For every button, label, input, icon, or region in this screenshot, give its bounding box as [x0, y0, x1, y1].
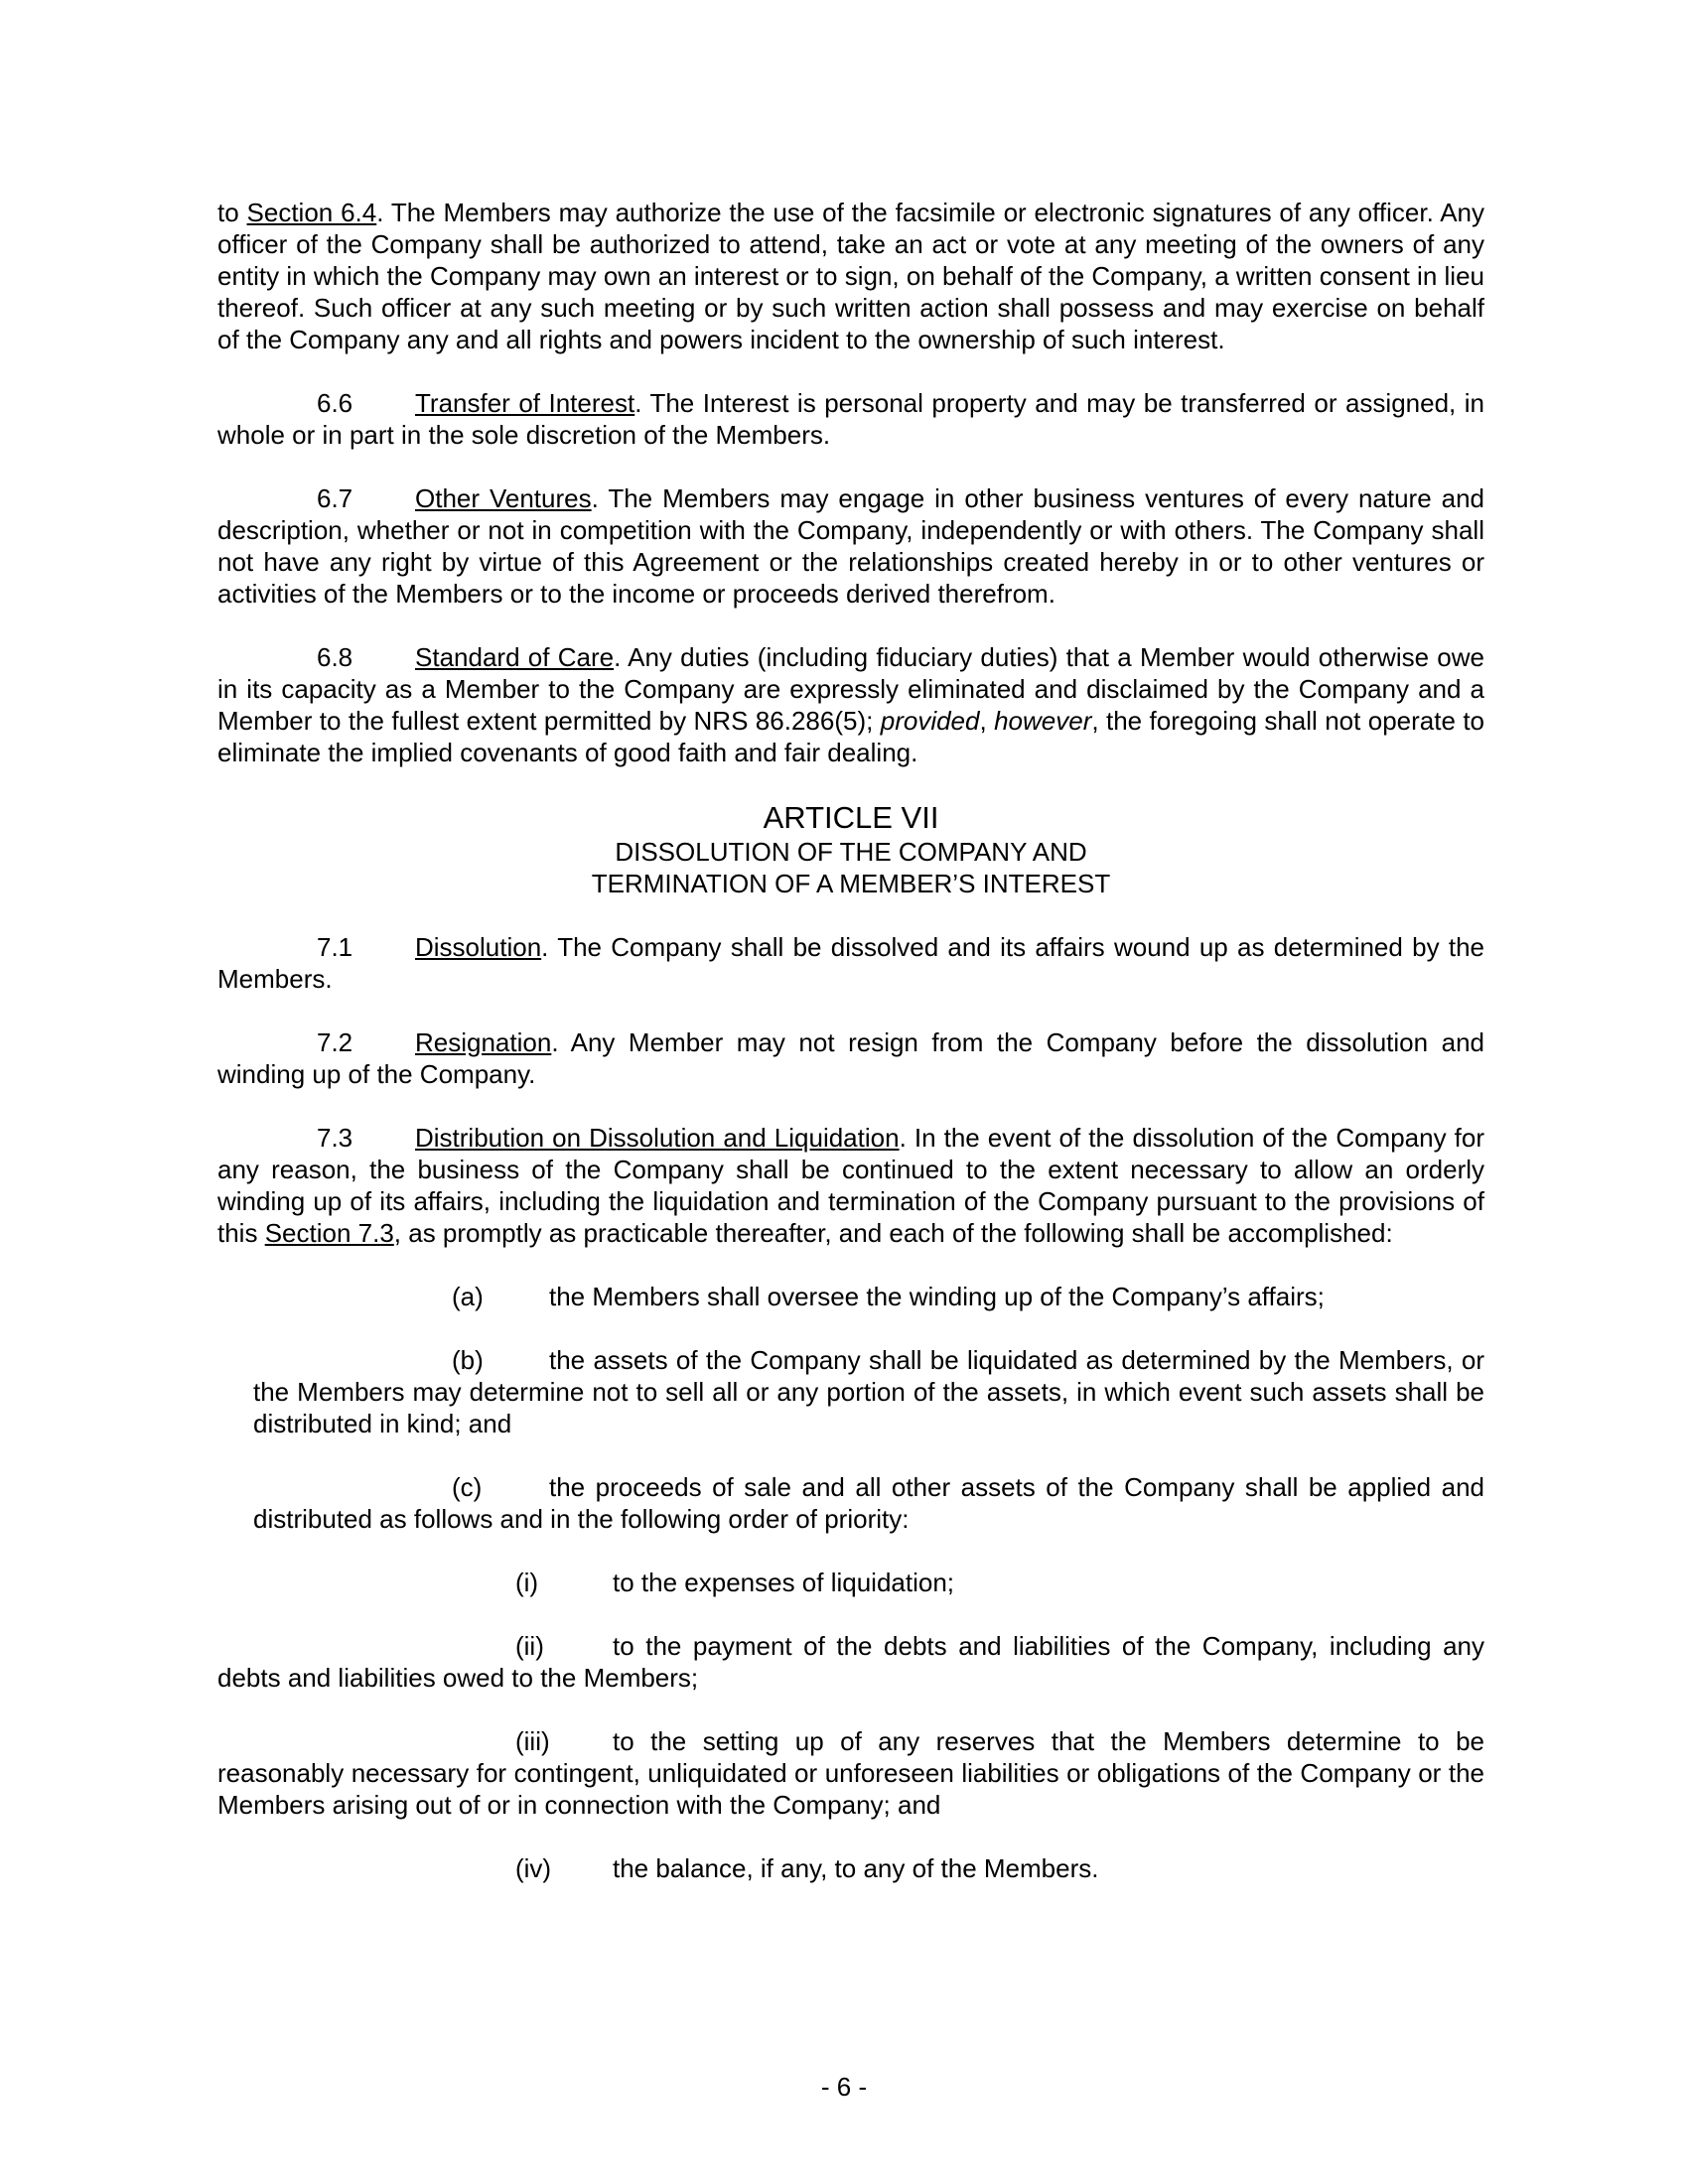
section-text: . The Company shall be dissolved and its affairs wound up as determined by the Members. — [217, 932, 1484, 994]
text: . The Members may authorize the use of the facsimile or electronic signatures of any officer. Any officer of the Company shall be authorized to attend, take an act or vote at any meeting of the owners of any entity in which the Company may own an interest or to sign, on behalf of the Company, a written consent in lieu thereof. Such officer at any such meeting or by such written action shall possess and may exercise on behalf of the Company any and all rights and powers incident to the ownership of such interest. — [217, 198, 1484, 354]
list-item-iii — [217, 1725, 1484, 1821]
italic-term: provided — [880, 706, 980, 736]
section-reference-link: Section 6.4 — [246, 198, 377, 227]
section-number: 7.2 — [317, 1027, 353, 1057]
page-number: - 6 - — [820, 2072, 868, 2102]
section-text: . The Interest is personal property and may be transferred or assigned, in whole or in part in the sole discretion of the Members. — [217, 388, 1484, 450]
list-item-label: (b) — [452, 1345, 484, 1375]
section-text: . Any duties (including fiduciary duties) that a Member would otherwise owe in its capacity as a Member to the Company are expressly eliminated and disclaimed by the Company and a Member to the fullest extent permitted by NRS 86.286(5); — [217, 642, 1484, 736]
list-item-i — [217, 1567, 1484, 1598]
list-item-label: (a) — [452, 1282, 484, 1311]
list-item-label: (c) — [452, 1472, 483, 1502]
article-subtitle-line-1: DISSOLUTION OF THE COMPANY AND — [615, 837, 1087, 867]
section-6-8 — [217, 641, 1484, 768]
list-item-text: to the setting up of any reserves that the Members determine to be reasonably necessary for contingent, unliquidated or unforeseen liabilities or obligations of the Company or the Members arising out of or in connection with the Company; and — [217, 1726, 1484, 1820]
list-item-label: (i) — [515, 1568, 539, 1597]
section-number: 7.1 — [317, 932, 353, 962]
list-item-iv — [217, 1852, 1484, 1884]
section-6-6 — [217, 387, 1484, 451]
section-number: 7.3 — [317, 1123, 353, 1153]
list-item-text: the proceeds of sale and all other assets of the Company shall be applied and distributed as follows and in the following order of priority: — [253, 1472, 1484, 1534]
section-text: , as promptly as practicable thereafter, and each of the following shall be accomplished: — [393, 1218, 1393, 1248]
section-number: 6.8 — [317, 642, 353, 672]
section-number: 6.7 — [317, 483, 353, 513]
list-item-text: to the expenses of liquidation; — [613, 1568, 955, 1597]
section-title: Standard of Care — [415, 642, 615, 672]
list-item-label: (iii) — [515, 1726, 550, 1756]
list-item-c — [253, 1471, 1484, 1535]
section-text: , — [979, 706, 995, 736]
article-heading — [217, 800, 1484, 899]
section-reference-link: Section 7.3 — [264, 1218, 394, 1248]
section-text: . The Members may engage in other business ventures of every nature and description, whether or not in competition with the Company, independently or with others. The Company shall not have any right by virtue of this Agreement or the relationships created hereby in or to other ventures or activities of the Members or to the income or proceeds derived therefrom. — [217, 483, 1484, 609]
section-title: Distribution on Dissolution and Liquidation — [415, 1123, 900, 1153]
article-subtitle-line-2: TERMINATION OF A MEMBER’S INTEREST — [591, 869, 1111, 898]
list-item-text: the balance, if any, to any of the Members. — [613, 1853, 1099, 1883]
section-text: , the foregoing shall not operate to eliminate the implied covenants of good faith and fair dealing. — [217, 706, 1485, 767]
text: to — [217, 198, 247, 227]
list-item-text: to the payment of the debts and liabilities of the Company, including any debts and liabilities owed to the Members; — [217, 1631, 1484, 1693]
section-text: . In the event of the dissolution of the Company for any reason, the business of the Company shall be continued to the extent necessary to allow an orderly winding up of its affairs, including the liquidation and termination of the Company pursuant to the provisions of this — [217, 1123, 1485, 1248]
paragraph-section-6-5-continuation — [217, 197, 1484, 355]
list-item-b — [253, 1344, 1484, 1439]
section-6-7 — [217, 482, 1484, 610]
article-title: ARTICLE VII — [763, 800, 939, 835]
section-7-1 — [217, 931, 1484, 995]
list-item-a — [253, 1281, 1484, 1312]
list-item-text: the assets of the Company shall be liquidated as determined by the Members, or the Members may determine not to sell all or any portion of the assets, in which event such assets shall be distributed in kind; and — [253, 1345, 1484, 1438]
section-7-2 — [217, 1026, 1484, 1090]
italic-term: however — [994, 706, 1092, 736]
list-item-label: (iv) — [515, 1853, 552, 1883]
section-title: Resignation — [415, 1027, 552, 1057]
document-body — [217, 197, 1484, 1916]
section-title: Other Ventures — [415, 483, 592, 513]
section-text: . Any Member may not resign from the Company before the dissolution and winding up of the Company. — [217, 1027, 1484, 1089]
list-item-ii — [217, 1630, 1484, 1694]
section-title: Transfer of Interest — [415, 388, 635, 418]
list-item-text: the Members shall oversee the winding up of the Company’s affairs; — [549, 1282, 1325, 1311]
section-number: 6.6 — [317, 388, 353, 418]
section-title: Dissolution — [415, 932, 542, 962]
list-item-label: (ii) — [515, 1631, 544, 1661]
section-7-3 — [217, 1122, 1484, 1249]
